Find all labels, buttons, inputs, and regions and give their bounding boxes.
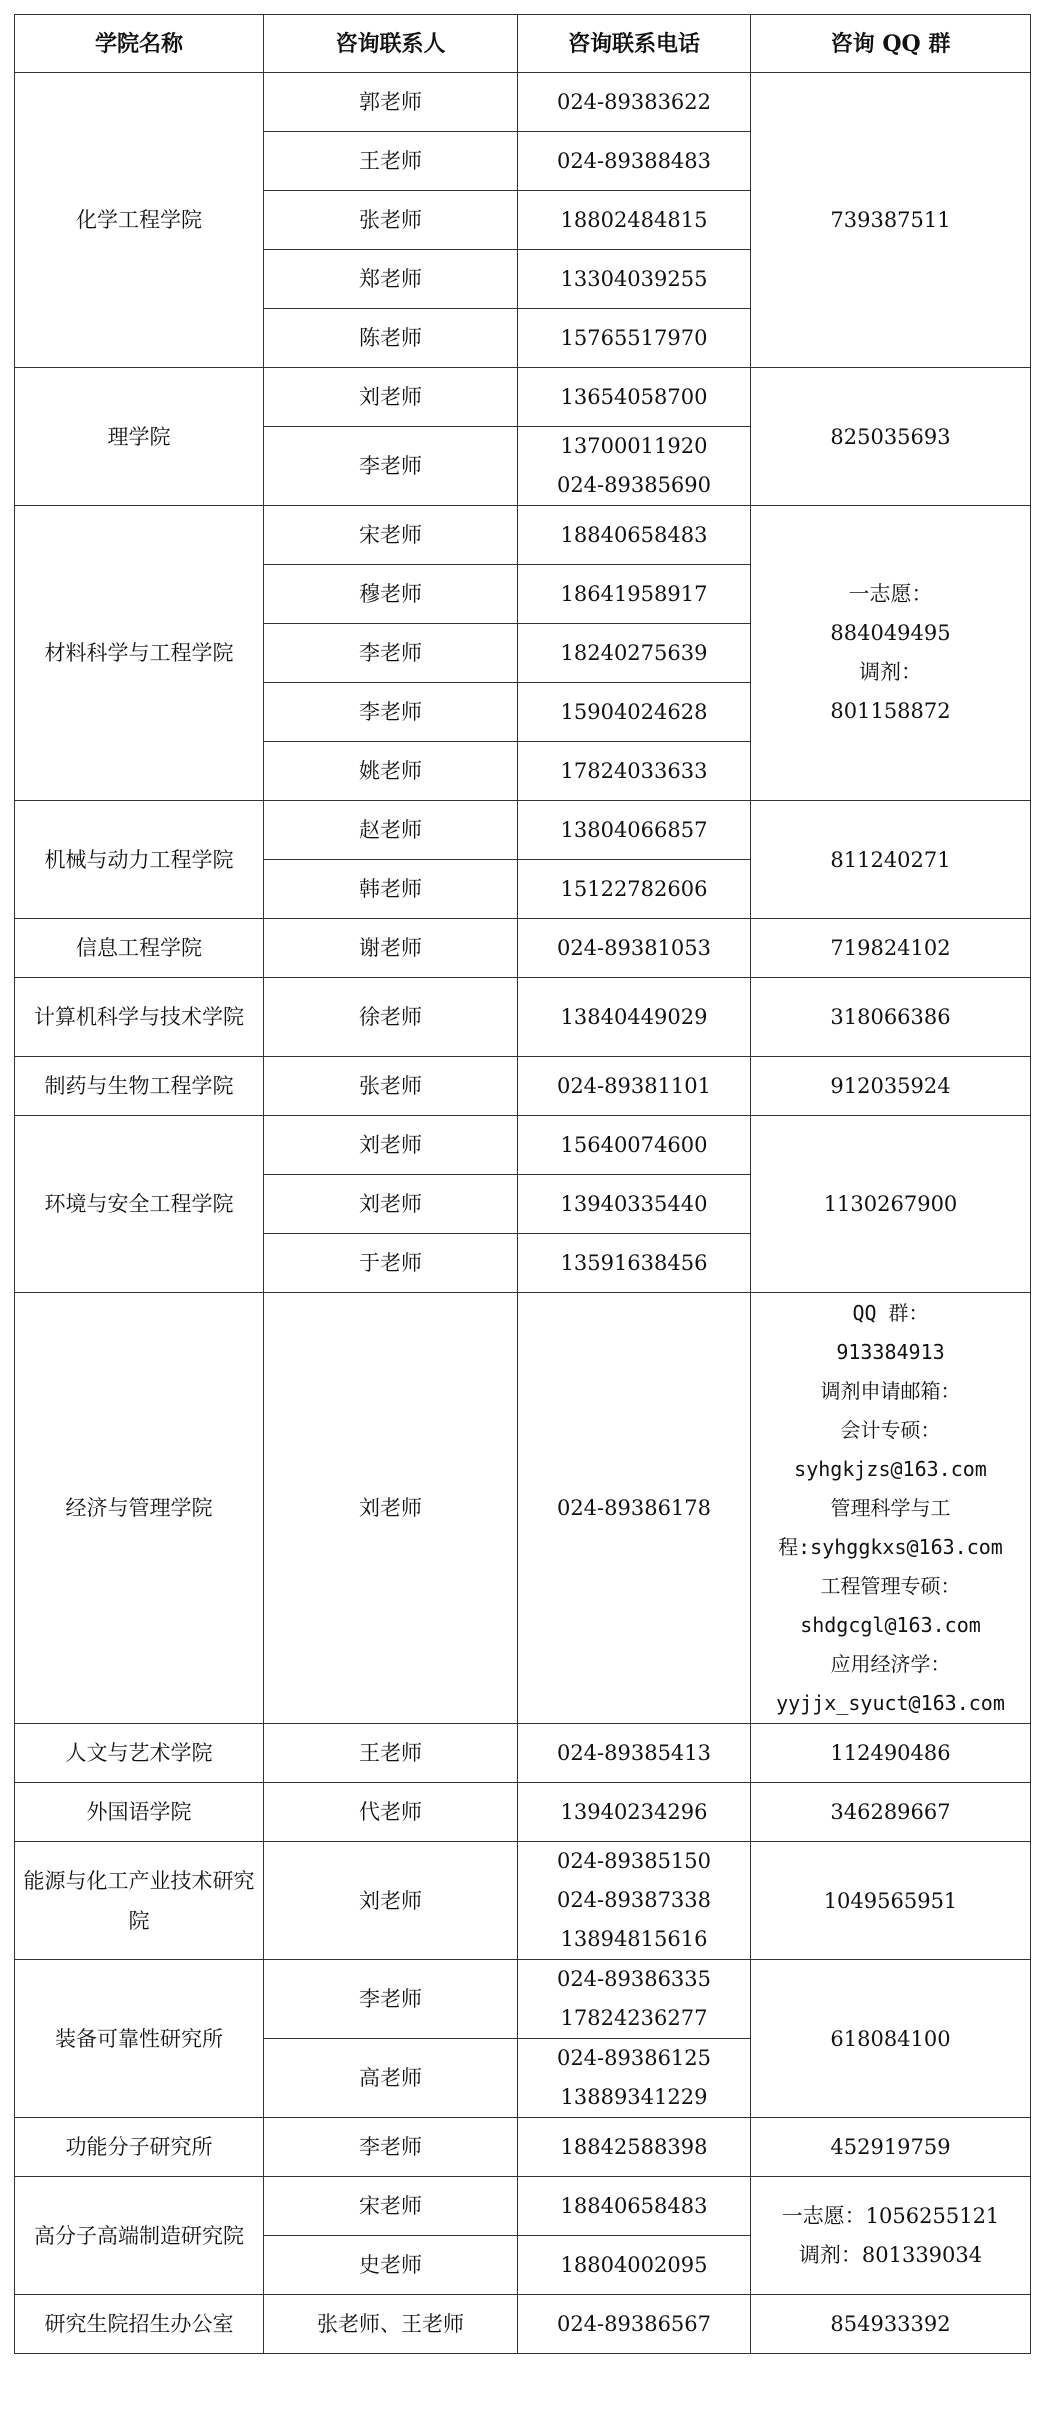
phone-number: 18802484815	[560, 208, 708, 232]
phone-number: 17824033633	[560, 759, 708, 783]
phone-number: 13591638456	[560, 1251, 708, 1275]
phone-number: 024-89386567	[556, 2312, 712, 2336]
contact-name: 于老师	[264, 1234, 518, 1293]
phone-number: 13840449029	[560, 1005, 708, 1029]
phone-number: 18804002095	[560, 2253, 708, 2277]
table-row	[15, 73, 1031, 132]
college-name: 装备可靠性研究所	[15, 1960, 264, 2118]
contact-name: 李老师	[264, 427, 518, 506]
phone-number: 024-89381053	[556, 936, 712, 960]
college-name: 能源与化工产业技术研究院	[15, 1842, 264, 1960]
contact-phone-cell	[518, 506, 751, 565]
college-name: 化学工程学院	[15, 73, 264, 368]
contact-name: 代老师	[264, 1783, 518, 1842]
contact-name: 姚老师	[264, 742, 518, 801]
qq-group-cell	[751, 978, 1031, 1057]
contact-phone-cell	[518, 1783, 751, 1842]
contact-phone-cell	[518, 427, 751, 506]
contact-name: 张老师	[264, 1057, 518, 1116]
phone-number: 13889341229	[560, 2085, 708, 2109]
qq-group-line: 318066386	[830, 1005, 951, 1029]
qq-group-cell	[751, 1116, 1031, 1293]
qq-group-cell	[751, 919, 1031, 978]
qq-group-cell	[751, 1960, 1031, 2118]
qq-group-cell	[751, 2177, 1031, 2295]
contact-phone-cell	[518, 2118, 751, 2177]
qq-group-line: 346289667	[830, 1800, 951, 1824]
phone-number: 024-89383622	[556, 90, 712, 114]
phone-number: 13804066857	[560, 818, 708, 842]
college-name: 环境与安全工程学院	[15, 1116, 264, 1293]
qq-group-cell	[751, 1724, 1031, 1783]
qq-group-cell	[751, 801, 1031, 919]
qq-group-line: 一志愿：	[848, 582, 933, 606]
contact-name: 刘老师	[264, 368, 518, 427]
college-name: 计算机科学与技术学院	[15, 978, 264, 1057]
qq-group-line: 应用经济学：	[830, 1651, 951, 1676]
phone-number: 15904024628	[560, 700, 708, 724]
contact-phone-cell	[518, 309, 751, 368]
contact-phone-cell	[518, 742, 751, 801]
contact-name: 李老师	[264, 1960, 518, 2039]
table-row	[15, 1293, 1031, 1724]
phone-number: 18840658483	[560, 2194, 708, 2218]
contact-phone-cell	[518, 1293, 751, 1724]
college-name: 机械与动力工程学院	[15, 801, 264, 919]
contact-phone-cell	[518, 2039, 751, 2118]
college-name: 经济与管理学院	[15, 1293, 264, 1724]
table-row	[15, 1724, 1031, 1783]
contact-phone-cell	[518, 132, 751, 191]
college-name: 人文与艺术学院	[15, 1724, 264, 1783]
phone-number: 024-89388483	[556, 149, 712, 173]
contact-phone-cell	[518, 1116, 751, 1175]
contact-phone-cell	[518, 73, 751, 132]
header-contact: 咨询联系人	[264, 15, 518, 73]
college-name: 理学院	[15, 368, 264, 506]
contact-name: 李老师	[264, 683, 518, 742]
contact-name: 李老师	[264, 624, 518, 683]
college-name: 信息工程学院	[15, 919, 264, 978]
contact-phone-cell	[518, 1724, 751, 1783]
qq-group-line: 1130267900	[823, 1192, 958, 1216]
contact-name: 刘老师	[264, 1175, 518, 1234]
contact-phone-cell	[518, 1175, 751, 1234]
qq-group-line: 825035693	[830, 424, 951, 449]
qq-group-cell	[751, 506, 1031, 801]
qq-group-line: 739387511	[830, 208, 951, 232]
phone-number: 18240275639	[560, 641, 708, 665]
header-college: 学院名称	[15, 15, 264, 73]
phone-number: 024-89386125	[556, 2046, 712, 2070]
table-row	[15, 2295, 1031, 2354]
contact-name: 陈老师	[264, 309, 518, 368]
phone-number: 17824236277	[560, 2006, 708, 2030]
qq-group-line: 913384913	[836, 1339, 945, 1364]
qq-group-line: syhgkjzs@163.com	[794, 1456, 987, 1481]
qq-group-cell	[751, 1057, 1031, 1116]
contact-phone-cell	[518, 2236, 751, 2295]
table-row	[15, 801, 1031, 860]
header-qq: 咨询 QQ 群	[751, 15, 1031, 73]
qq-group-line: 会计专硕：	[840, 1417, 941, 1442]
table-row	[15, 1960, 1031, 2039]
college-name: 研究生院招生办公室	[15, 2295, 264, 2354]
college-name: 材料科学与工程学院	[15, 506, 264, 801]
phone-number: 13940335440	[560, 1192, 708, 1216]
qq-group-line: 工程管理专硕：	[820, 1573, 961, 1598]
phone-number: 13894815616	[560, 1927, 708, 1951]
college-name: 制药与生物工程学院	[15, 1057, 264, 1116]
phone-number: 13654058700	[560, 385, 708, 409]
college-name: 外国语学院	[15, 1783, 264, 1842]
contact-phone-cell	[518, 368, 751, 427]
qq-group-line: 管理科学与工	[830, 1495, 951, 1520]
contact-name: 刘老师	[264, 1293, 518, 1724]
phone-number: 024-89386335	[556, 1967, 712, 1991]
qq-group-cell	[751, 1783, 1031, 1842]
header-row	[15, 15, 1031, 73]
qq-group-line: 一志愿：1056255121	[781, 2203, 1000, 2228]
contact-phone-cell	[518, 801, 751, 860]
qq-group-line: 912035924	[830, 1074, 951, 1098]
table-row	[15, 2177, 1031, 2236]
phone-number: 18842588398	[560, 2135, 708, 2159]
phone-number: 13940234296	[560, 1800, 708, 1824]
contact-name: 赵老师	[264, 801, 518, 860]
table-row	[15, 1842, 1031, 1960]
contact-name: 宋老师	[264, 506, 518, 565]
qq-group-line: 884049495	[830, 621, 951, 645]
qq-group-line: shdgcgl@163.com	[800, 1612, 981, 1637]
phone-number: 024-89381101	[556, 1074, 712, 1098]
qq-group-cell	[751, 73, 1031, 368]
qq-group-line: 811240271	[830, 847, 951, 872]
qq-group-line: 801158872	[830, 699, 951, 723]
qq-group-line: 调剂：801339034	[798, 2242, 983, 2267]
qq-group-line: 程:syhggkxs@163.com	[778, 1534, 1003, 1559]
qq-group-cell	[751, 1293, 1031, 1724]
contact-phone-cell	[518, 1842, 751, 1960]
contact-phone-cell	[518, 1057, 751, 1116]
table-body	[15, 73, 1031, 2354]
table-row	[15, 978, 1031, 1057]
qq-group-line: 719824102	[830, 936, 951, 960]
qq-group-cell	[751, 2295, 1031, 2354]
phone-number: 024-89385413	[556, 1741, 712, 1765]
phone-number: 024-89385690	[556, 473, 712, 497]
contact-name: 史老师	[264, 2236, 518, 2295]
qq-group-cell	[751, 1842, 1031, 1960]
table-row	[15, 368, 1031, 427]
contact-name: 高老师	[264, 2039, 518, 2118]
table-row	[15, 919, 1031, 978]
contact-name: 郭老师	[264, 73, 518, 132]
contact-name: 郑老师	[264, 250, 518, 309]
phone-number: 18641958917	[560, 582, 708, 606]
contact-phone-cell	[518, 250, 751, 309]
college-name: 高分子高端制造研究院	[15, 2177, 264, 2295]
contact-name: 刘老师	[264, 1116, 518, 1175]
phone-number: 024-89385150	[556, 1849, 712, 1873]
contact-name: 李老师	[264, 2118, 518, 2177]
phone-number: 18840658483	[560, 523, 708, 547]
contact-name: 穆老师	[264, 565, 518, 624]
phone-number: 13700011920	[560, 434, 708, 458]
contact-name: 谢老师	[264, 919, 518, 978]
contact-phone-cell	[518, 978, 751, 1057]
phone-number: 024-89387338	[556, 1888, 712, 1912]
qq-group-line: 调剂申请邮箱：	[820, 1378, 961, 1403]
college-name: 功能分子研究所	[15, 2118, 264, 2177]
contact-phone-cell	[518, 683, 751, 742]
contact-phone-cell	[518, 191, 751, 250]
contact-phone-cell	[518, 565, 751, 624]
contact-phone-cell	[518, 624, 751, 683]
qq-group-cell	[751, 2118, 1031, 2177]
qq-group-line: 1049565951	[823, 1888, 958, 1913]
contact-phone-cell	[518, 2295, 751, 2354]
contact-name: 宋老师	[264, 2177, 518, 2236]
table-row	[15, 1116, 1031, 1175]
phone-number: 024-89386178	[556, 1496, 712, 1520]
contact-name: 张老师、王老师	[264, 2295, 518, 2354]
contact-phone-cell	[518, 2177, 751, 2236]
qq-group-line: 112490486	[830, 1741, 951, 1765]
qq-group-line: QQ 群：	[852, 1300, 929, 1325]
contact-name: 韩老师	[264, 860, 518, 919]
contact-name: 王老师	[264, 1724, 518, 1783]
table-row	[15, 1057, 1031, 1116]
contact-phone-cell	[518, 1960, 751, 2039]
phone-number: 15765517970	[560, 326, 708, 350]
table-row	[15, 1783, 1031, 1842]
contact-phone-cell	[518, 919, 751, 978]
contact-table	[14, 14, 1031, 2354]
phone-number: 13304039255	[560, 267, 708, 291]
contact-name: 徐老师	[264, 978, 518, 1057]
phone-number: 15640074600	[560, 1133, 708, 1157]
contact-name: 刘老师	[264, 1842, 518, 1960]
contact-name: 王老师	[264, 132, 518, 191]
qq-group-line: yyjjx_syuct@163.com	[776, 1690, 1005, 1715]
header-phone: 咨询联系电话	[518, 15, 751, 73]
table-row	[15, 506, 1031, 565]
qq-group-line: 调剂：	[859, 660, 922, 684]
table-row	[15, 2118, 1031, 2177]
contact-phone-cell	[518, 860, 751, 919]
contact-name: 张老师	[264, 191, 518, 250]
phone-number: 15122782606	[560, 877, 708, 901]
qq-group-line: 618084100	[830, 2026, 951, 2051]
qq-group-line: 452919759	[830, 2135, 951, 2159]
qq-group-cell	[751, 368, 1031, 506]
contact-phone-cell	[518, 1234, 751, 1293]
qq-group-line: 854933392	[830, 2312, 951, 2336]
